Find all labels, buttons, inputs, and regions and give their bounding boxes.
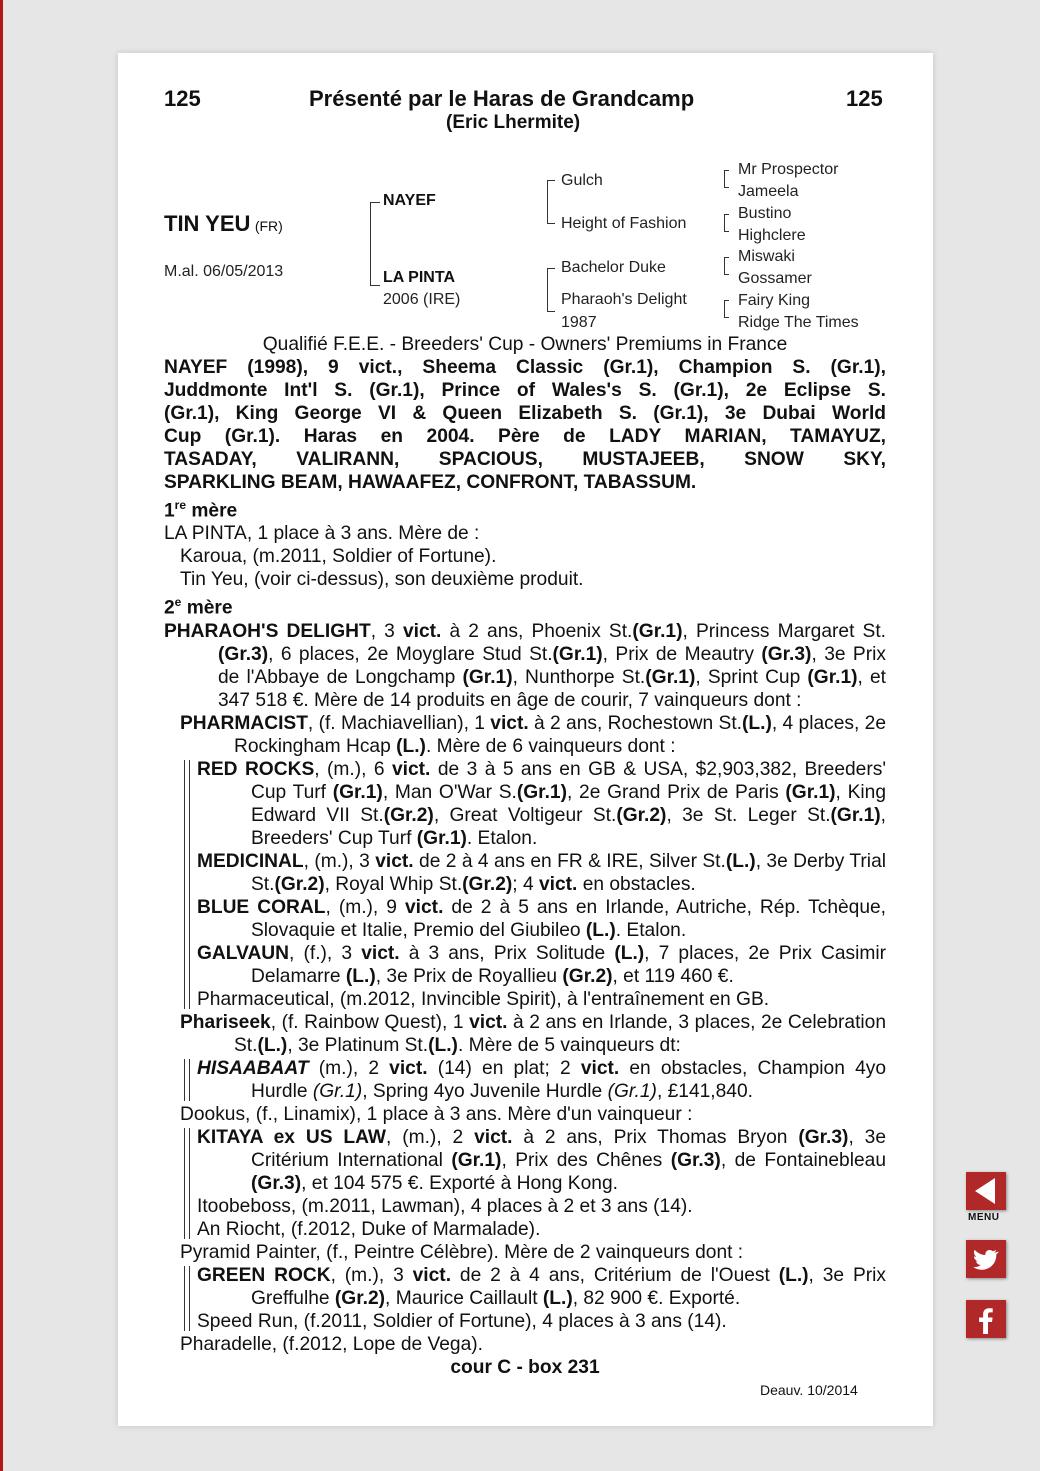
text-segment: (14) en plat; 2 bbox=[427, 1057, 581, 1079]
bold-term: (Gr.3) bbox=[761, 643, 812, 665]
text-segment: en obstacles, Champion 4yo Hurdle bbox=[251, 1057, 887, 1102]
bracket-tick bbox=[547, 180, 555, 181]
itoobeboss-line: Itoobeboss, (m.2011, Lawman), 4 places à 2 et 3 ans (14). bbox=[197, 1195, 693, 1217]
hisaabaat-entry bbox=[197, 1057, 886, 1103]
text-segment: , £141,840. bbox=[656, 1080, 753, 1102]
text-segment: , 3e Prix Greffulhe bbox=[251, 1264, 886, 1309]
bold-term: (Gr.2) bbox=[616, 804, 667, 826]
text-segment: de 2 à 4 ans en FR & IRE, Silver St. bbox=[413, 850, 726, 872]
pharmacist-produce bbox=[180, 758, 886, 1011]
entry-name: KITAYA ex US LAW bbox=[197, 1126, 387, 1148]
dookus-line: Dookus, (f., Linamix), 1 place à 3 ans. Mère d'un vainqueur : bbox=[180, 1103, 693, 1125]
sire-line: NAYEF (1998), 9 vict., Sheema Classic (Gr.1), Champion S. (Gr.1), bbox=[164, 357, 886, 378]
sire-line: SPARKLING BEAM, HAWAAFEZ, CONFRONT, TABASSUM. bbox=[164, 472, 697, 493]
entry-name: BLUE CORAL bbox=[197, 896, 326, 918]
text-segment: , 3e Critérium International bbox=[251, 1126, 886, 1171]
pyramid-produce bbox=[180, 1264, 886, 1333]
bold-term: (Gr.2) bbox=[383, 804, 434, 826]
bracket-tick bbox=[724, 170, 729, 171]
entry-text bbox=[234, 713, 886, 757]
pharmacist-entry bbox=[180, 712, 886, 758]
text-segment: de 3 à 5 ans en GB & USA, $2,903,382, Breeders' Cup Turf bbox=[251, 758, 886, 803]
text-segment: , 3e Derby Trial St. bbox=[251, 850, 886, 895]
bracket-tick bbox=[547, 311, 555, 312]
bold-term: (L.) bbox=[742, 712, 772, 734]
text-segment: ; 4 bbox=[512, 873, 539, 895]
g3-ancestor: Gossamer bbox=[738, 270, 812, 287]
bold-term: (L.) bbox=[257, 1034, 288, 1056]
text-segment: à 2 ans, Phoenix St. bbox=[441, 620, 633, 642]
page-subtitle: (Eric Lhermite) bbox=[446, 112, 581, 133]
pedigree-bracket-3 bbox=[547, 268, 548, 312]
heading-number: 2 bbox=[164, 597, 175, 619]
bracket-g3 bbox=[724, 300, 725, 318]
qualification-line: Qualifié F.E.E. - Breeders' Cup - Owners' Premiums in France bbox=[262, 334, 788, 355]
entry-name: GREEN ROCK bbox=[197, 1264, 331, 1286]
phariseek-produce bbox=[180, 1057, 886, 1103]
text-segment: , Princess Margaret St. bbox=[682, 620, 887, 642]
first-dam-line: LA PINTA, 1 place à 3 ans. Mère de : bbox=[164, 523, 480, 545]
sire-line: Cup (Gr.1). Haras en 2004. Père de LADY MARIAN, TAMAYUZ, bbox=[164, 426, 886, 447]
bold-term: vict. bbox=[412, 1264, 452, 1286]
bracket-tick bbox=[547, 223, 555, 224]
text-segment: , (f. Rainbow Quest), 1 bbox=[270, 1011, 470, 1033]
blue-coral-entry bbox=[197, 896, 886, 942]
left-border bbox=[0, 0, 3, 1471]
bold-term: (Gr.3) bbox=[218, 643, 269, 665]
entry-text bbox=[251, 759, 886, 849]
bold-term: (Gr.3) bbox=[251, 1172, 302, 1194]
text-segment: , 3e Prix de l'Abbaye de Longchamp bbox=[218, 643, 886, 688]
text-segment: . Mère de 5 vainqueurs dt: bbox=[457, 1034, 681, 1056]
text-segment: , et 347 518 €. Mère de 14 produits en âge de courir, 7 vainqueurs dont : bbox=[218, 666, 886, 711]
medicinal-entry bbox=[197, 850, 886, 896]
text-segment: , Spring 4yo Juvenile Hurdle bbox=[362, 1080, 608, 1102]
produce-bar bbox=[184, 760, 190, 1009]
pedigree-bracket-1 bbox=[370, 202, 371, 286]
bracket-g3 bbox=[724, 257, 725, 275]
back-arrow-icon bbox=[966, 1172, 1006, 1210]
text-segment: , Man O'War S. bbox=[382, 781, 517, 803]
pyramid-painter-line: Pyramid Painter, (f., Peintre Célèbre). Mère de 2 vainqueurs dont : bbox=[180, 1241, 744, 1263]
entry-text bbox=[251, 851, 886, 895]
bracket-tick bbox=[724, 317, 729, 318]
speed-run-line: Speed Run, (f.2011, Soldier of Fortune), 4 places à 3 ans (14). bbox=[197, 1310, 727, 1332]
text-segment: , Breeders' Cup Turf bbox=[251, 804, 886, 849]
bold-term: vict. bbox=[538, 873, 578, 895]
dam-dam: Pharaoh's Delight bbox=[561, 291, 687, 308]
text-segment: , 4 places, 2e Rockingham Hcap bbox=[234, 712, 886, 757]
bracket-tick bbox=[547, 268, 555, 269]
bold-term: (L.) bbox=[428, 1034, 458, 1056]
text-segment: , 3e St. Leger St. bbox=[666, 804, 831, 826]
entry-name: GALVAUN bbox=[197, 942, 290, 964]
facebook-button[interactable] bbox=[966, 1300, 1006, 1338]
dam-dam-year: 1987 bbox=[561, 314, 597, 331]
text-segment: , de Fontainebleau bbox=[720, 1149, 886, 1171]
text-segment: à 2 ans en Irlande, 3 places, 2e Celebration St. bbox=[234, 1011, 886, 1056]
menu-label: MENU bbox=[968, 1212, 1000, 1223]
entry-text bbox=[251, 943, 886, 987]
catalog-reference: Deauv. 10/2014 bbox=[760, 1382, 858, 1398]
bold-term: vict. bbox=[580, 1057, 620, 1079]
bracket-g3 bbox=[724, 214, 725, 232]
text-segment: . Mère de 6 vainqueurs dont : bbox=[425, 735, 676, 757]
bold-term: (L.) bbox=[345, 965, 376, 987]
text-segment: , (f. Machiavellian), 1 bbox=[307, 712, 491, 734]
bold-term: vict. bbox=[490, 712, 529, 734]
bold-term: (Gr.3) bbox=[798, 1126, 849, 1148]
bold-term: vict. bbox=[389, 1057, 428, 1079]
bold-term: (Gr.2) bbox=[334, 1287, 386, 1309]
text-segment: , Sprint Cup bbox=[695, 666, 808, 688]
bold-term: (Gr.3) bbox=[670, 1149, 721, 1171]
text-segment: de 2 à 5 ans en Irlande, Autriche, Rép. Tchèque, Slovaquie et Italie, Premio del Giubileo bbox=[251, 896, 887, 941]
text-segment: , (m.), 6 bbox=[314, 758, 392, 780]
dam-year: 2006 (IRE) bbox=[383, 291, 461, 308]
text-segment: à 3 ans, Prix Solitude bbox=[399, 942, 615, 964]
bracket-tick bbox=[370, 285, 380, 286]
bold-term: (Gr.1) bbox=[416, 827, 467, 849]
bold-term: vict. bbox=[375, 850, 414, 872]
bracket-tick bbox=[724, 231, 729, 232]
text-segment: , Great Voltigeur St. bbox=[433, 804, 617, 826]
bold-term: vict. bbox=[402, 620, 442, 642]
heading-ordinal: e bbox=[174, 595, 182, 610]
bold-term: (Gr.1) bbox=[807, 666, 858, 688]
bold-term: (Gr.1) bbox=[632, 620, 683, 642]
sire-sire: Gulch bbox=[561, 172, 603, 189]
g3-ancestor: Fairy King bbox=[738, 292, 811, 309]
entry-name: Phariseek bbox=[180, 1011, 271, 1033]
text-segment: à 2 ans, Prix Thomas Bryon bbox=[512, 1126, 799, 1148]
grade-label: (Gr.1) bbox=[312, 1080, 363, 1102]
green-rock-entry bbox=[197, 1264, 886, 1310]
sire-record bbox=[164, 356, 886, 494]
entry-name: RED ROCKS bbox=[197, 758, 315, 780]
first-dam-foal: Karoua, (m.2011, Soldier of Fortune). bbox=[180, 546, 497, 568]
bracket-g3 bbox=[724, 170, 725, 188]
text-segment: , Royal Whip St. bbox=[324, 873, 463, 895]
bracket-tick bbox=[370, 202, 380, 203]
heading-word: mère bbox=[186, 597, 233, 619]
text-segment: , (m.), 2 bbox=[386, 1126, 475, 1148]
g3-ancestor: Highclere bbox=[738, 227, 806, 244]
text-segment: , Nunthorpe St. bbox=[512, 666, 646, 688]
text-segment: à 2 ans, Rochestown St. bbox=[528, 712, 743, 734]
lot-number-left: 125 bbox=[164, 86, 201, 111]
horse-name: TIN YEU bbox=[164, 211, 251, 236]
sire-line: TASADAY, VALIRANN, SPACIOUS, MUSTAJEEB, SNOW SKY, bbox=[164, 449, 886, 470]
phariseek-entry bbox=[180, 1011, 886, 1057]
text-segment: , 3e Platinum St. bbox=[287, 1034, 429, 1056]
text-segment: , Prix des Chênes bbox=[501, 1149, 671, 1171]
kitaya-entry bbox=[197, 1126, 886, 1195]
entry-text bbox=[251, 1265, 886, 1309]
second-dam-entry bbox=[164, 620, 886, 712]
text-segment: (m.), 2 bbox=[308, 1057, 390, 1079]
bracket-tick bbox=[724, 214, 729, 215]
first-dam-heading bbox=[164, 494, 886, 522]
bold-term: (L.) bbox=[614, 942, 645, 964]
text-segment: , (m.), 3 bbox=[330, 1264, 413, 1286]
heading-word: mère bbox=[191, 500, 238, 522]
text-segment: , 7 places, 2e Prix Casimir Delamarre bbox=[251, 942, 886, 987]
facebook-icon bbox=[966, 1300, 1006, 1338]
second-dam-heading bbox=[164, 591, 886, 619]
bold-term: (L.) bbox=[778, 1264, 809, 1286]
bold-term: (Gr.1) bbox=[462, 666, 513, 688]
bold-term: (L.) bbox=[542, 1287, 573, 1309]
entry-text bbox=[234, 1012, 886, 1056]
text-segment: , (m.), 3 bbox=[303, 850, 376, 872]
twitter-button[interactable] bbox=[966, 1240, 1006, 1278]
text-segment: en obstacles. bbox=[577, 873, 696, 895]
bold-term: vict. bbox=[391, 758, 431, 780]
horse-origin: (FR) bbox=[254, 218, 283, 234]
horse-sex-dob: M.al. 06/05/2013 bbox=[164, 263, 284, 280]
bold-term: (L.) bbox=[585, 919, 616, 941]
g3-ancestor: Ridge The Times bbox=[738, 314, 859, 331]
bracket-tick bbox=[724, 300, 729, 301]
pedigree-bracket-2 bbox=[547, 180, 548, 224]
bold-term: (Gr.2) bbox=[562, 965, 613, 987]
box-location: cour C - box 231 bbox=[450, 1356, 600, 1378]
galvaun-entry bbox=[197, 942, 886, 988]
bold-term: vict. bbox=[405, 896, 444, 918]
entry-name: MEDICINAL bbox=[197, 850, 304, 872]
entry-text bbox=[251, 1058, 886, 1102]
heading-number: 1 bbox=[164, 500, 175, 522]
g3-ancestor: Bustino bbox=[738, 205, 792, 222]
menu-button[interactable] bbox=[966, 1172, 1006, 1210]
entry-name: PHARMACIST bbox=[180, 712, 308, 734]
pharmaceutical-line: Pharmaceutical, (m.2012, Invincible Spirit), à l'entraînement en GB. bbox=[197, 988, 770, 1010]
bold-term: (L.) bbox=[396, 735, 426, 757]
text-segment: . Etalon. bbox=[615, 919, 687, 941]
entry-text bbox=[251, 897, 886, 941]
bold-term: (Gr.2) bbox=[462, 873, 513, 895]
produce-bar bbox=[184, 1266, 190, 1331]
bracket-tick bbox=[724, 187, 729, 188]
text-segment: , 3e Prix de Royallieu bbox=[375, 965, 563, 987]
lot-number-right: 125 bbox=[846, 86, 883, 111]
text-segment: , Prix de Meautry bbox=[602, 643, 762, 665]
bold-term: (Gr.1) bbox=[516, 781, 567, 803]
produce-bar bbox=[184, 1128, 190, 1239]
sire-line: (Gr.1), King George VI & Queen Elizabeth S. (Gr.1), 3e Dubai World bbox=[164, 403, 886, 424]
text-segment: . Etalon. bbox=[466, 827, 538, 849]
red-rocks-entry bbox=[197, 758, 886, 850]
twitter-icon bbox=[966, 1240, 1006, 1278]
bold-term: vict. bbox=[474, 1126, 513, 1148]
horse-title bbox=[164, 211, 283, 237]
catalog-body bbox=[164, 333, 886, 1379]
grade-label: (Gr.1) bbox=[607, 1080, 657, 1102]
entry-name: PHARAOH'S DELIGHT bbox=[164, 620, 371, 642]
text-segment: , Maurice Caillault bbox=[385, 1287, 543, 1309]
text-segment: , et 119 460 €. bbox=[612, 965, 734, 987]
dam-sire: Bachelor Duke bbox=[561, 259, 666, 276]
heading-ordinal: re bbox=[174, 498, 187, 512]
bold-term: (L.) bbox=[725, 850, 756, 872]
bold-term: (Gr.2) bbox=[274, 873, 325, 895]
sire-line: Juddmonte Int'l S. (Gr.1), Prince of Wales's S. (Gr.1), 2e Eclipse S. bbox=[164, 380, 886, 401]
bracket-tick bbox=[724, 274, 729, 275]
bold-term: (Gr.1) bbox=[785, 781, 836, 803]
bold-term: vict. bbox=[469, 1011, 508, 1033]
text-segment: , (f.), 3 bbox=[289, 942, 362, 964]
bold-term: (Gr.1) bbox=[332, 781, 383, 803]
text-segment: , 3 bbox=[370, 620, 403, 642]
first-dam-foal: Tin Yeu, (voir ci-dessus), son deuxième produit. bbox=[180, 569, 584, 591]
text-segment: , (m.), 9 bbox=[325, 896, 405, 918]
text-segment: , 6 places, 2e Moyglare Stud St. bbox=[268, 643, 553, 665]
page-title: Présenté par le Haras de Grandcamp bbox=[309, 86, 695, 111]
text-segment: , et 104 575 €. Exporté à Hong Kong. bbox=[301, 1172, 618, 1194]
bold-term: (Gr.1) bbox=[645, 666, 696, 688]
bold-term: vict. bbox=[361, 942, 400, 964]
text-segment: , 82 900 €. Exporté. bbox=[572, 1287, 741, 1309]
text-segment: de 2 à 4 ans, Critérium de l'Ouest bbox=[451, 1264, 779, 1286]
text-segment: , King Edward VII St. bbox=[251, 781, 887, 826]
dam-name: LA PINTA bbox=[383, 269, 455, 286]
entry-name: HISAABAAT bbox=[197, 1057, 309, 1079]
produce-bar bbox=[184, 1059, 190, 1101]
sire-dam: Height of Fashion bbox=[561, 215, 687, 232]
g3-ancestor: Jameela bbox=[738, 183, 799, 200]
text-segment: , 2e Grand Prix de Paris bbox=[566, 781, 786, 803]
pharadelle-line: Pharadelle, (f.2012, Lope de Vega). bbox=[180, 1333, 483, 1355]
bracket-tick bbox=[724, 257, 729, 258]
bold-term: (Gr.1) bbox=[830, 804, 881, 826]
bold-term: (Gr.1) bbox=[451, 1149, 502, 1171]
sire-name: NAYEF bbox=[383, 192, 436, 209]
g3-ancestor: Miswaki bbox=[738, 248, 795, 265]
bold-term: (Gr.1) bbox=[552, 643, 603, 665]
dookus-produce bbox=[180, 1126, 886, 1241]
an-riocht-line: An Riocht, (f.2012, Duke of Marmalade). bbox=[197, 1218, 541, 1240]
g3-ancestor: Mr Prospector bbox=[738, 161, 839, 178]
